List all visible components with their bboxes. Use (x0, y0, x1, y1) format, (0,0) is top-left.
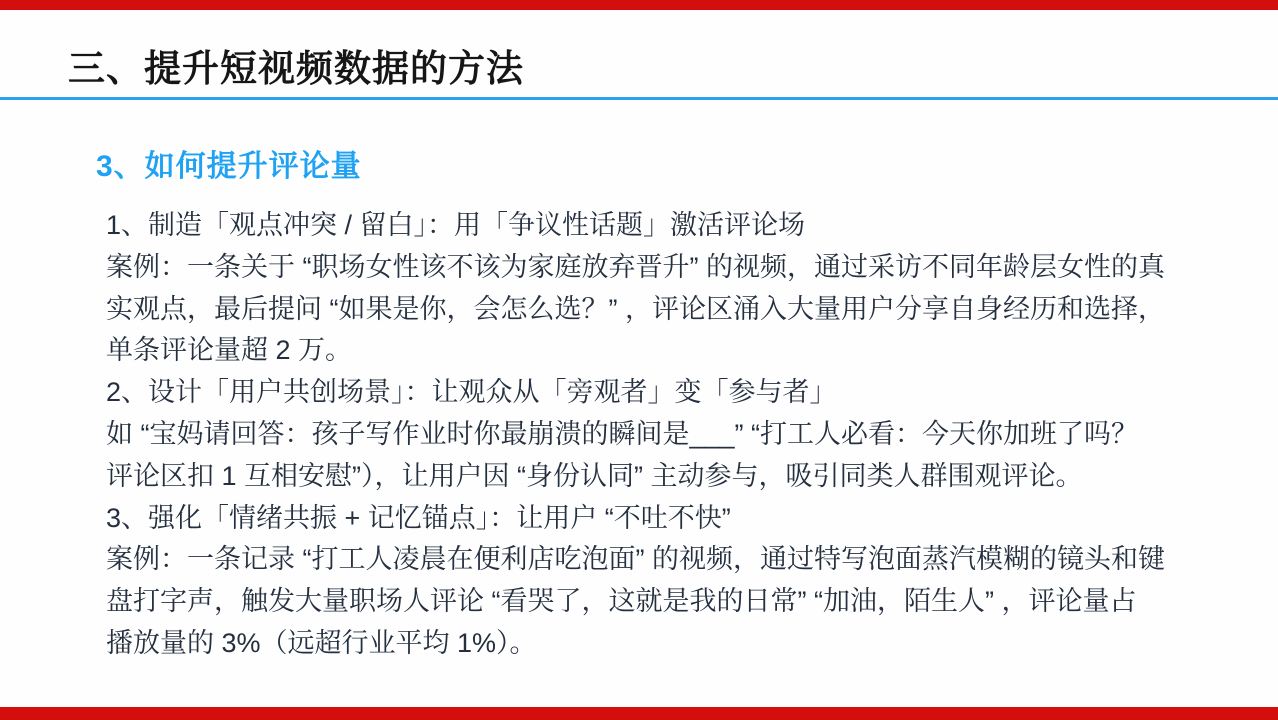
text-line: 如 “宝妈请回答：孩子写作业时你最崩溃的瞬间是___” “打工人必看：今天你加班了吗？ (106, 418, 1139, 449)
text-line: 2、设计「用户共创场景」：让观众从「旁观者」变「参与者」 (106, 377, 837, 408)
title-divider-line (0, 97, 1278, 100)
text-line: 1、制造「观点冲突 / 留白」：用「争议性话题」激活评论场 (106, 210, 806, 240)
page-title: 三、提升短视频数据的方法 (68, 48, 524, 89)
bottom-accent-bar (0, 707, 1278, 720)
top-accent-bar (0, 0, 1278, 10)
text-line: 实观点，最后提问 “如果是你，会怎么选？” ，评论区涌入大量用户分享自身经历和选择， (106, 293, 1165, 324)
text-line: 盘打字声，触发大量职场人评论 “看哭了，这就是我的日常” “加油，陌生人” ，评论量占 (106, 586, 1137, 617)
text-line: 案例：一条记录 “打工人凌晨在便利店吃泡面” 的视频，通过特写泡面蒸汽模糊的镜头和键 (106, 544, 1165, 575)
text-line: 案例：一条关于 “职场女性该不该为家庭放弃晋升” 的视频，通过采访不同年龄层女性的真 (106, 251, 1165, 282)
section-subtitle: 3、如何提升评论量 (96, 150, 362, 183)
text-line: 播放量的 3%（远超行业平均 1%）。 (106, 627, 537, 658)
text-line: 评论区扣 1 互相安慰”），让用户因 “身份认同” 主动参与，吸引同类人群围观评论。 (106, 460, 1083, 491)
text-line: 3、强化「情绪共振 + 记忆锚点」：让用户 “不吐不快” (106, 502, 731, 533)
body-text-block (106, 205, 1216, 665)
text-line: 单条评论量超 2 万。 (106, 335, 353, 366)
